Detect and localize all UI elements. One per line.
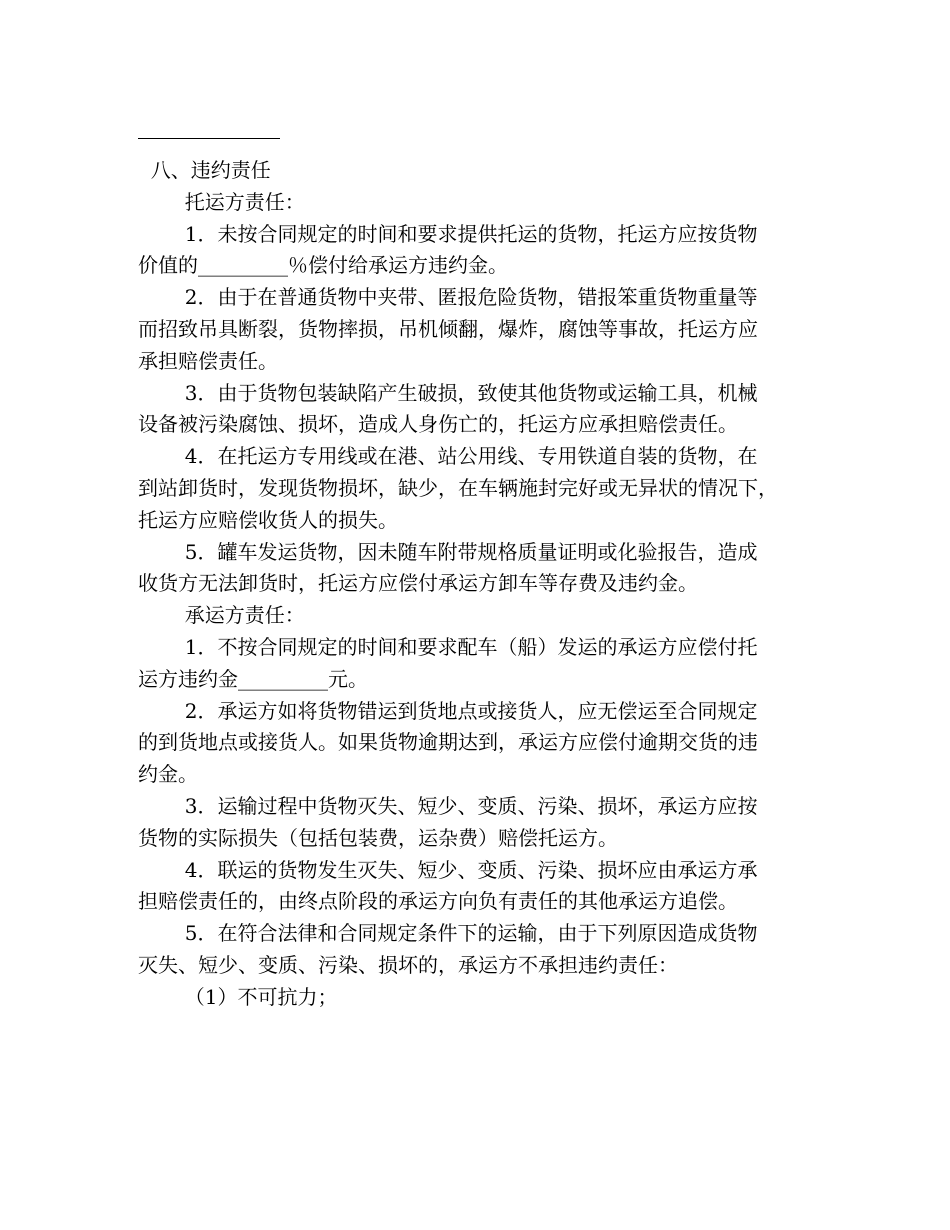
text-line: 设备被污染腐蚀、损坏，造成人身伤亡的，托运方应承担赔偿责任。 <box>138 412 738 437</box>
text-line: 托运方应赔偿收货人的损失。 <box>138 507 398 532</box>
text-line: 托运方责任： <box>184 189 305 214</box>
text-line: 2．承运方如将货物错运到货地点或接货人，应无偿运至合同规定 <box>184 698 758 723</box>
text-line: 3．由于货物包装缺陷产生破损，致使其他货物或运输工具，机械 <box>184 380 758 405</box>
text-line: 承担赔偿责任。 <box>138 348 278 373</box>
document-body <box>138 155 818 1014</box>
text-line: 价值的_________％偿付给承运方违约金。 <box>138 253 508 278</box>
text-line: 的到货地点或接货人。如果货物逾期达到，承运方应偿付逾期交货的违 <box>138 730 758 755</box>
text-line: （1）不可抗力； <box>184 984 338 1009</box>
text-line: 担赔偿责任的，由终点阶段的承运方向负有责任的其他承运方追偿。 <box>138 889 738 914</box>
text-line: 货物的实际损失（包括包装费，运杂费）赔偿托运方。 <box>138 825 618 850</box>
text-line: 运方违约金_________元。 <box>138 666 368 691</box>
text-line: 3．运输过程中货物灭失、短少、变质、污染、损坏，承运方应按 <box>184 793 758 818</box>
text-line: 收货方无法卸货时，托运方应偿付承运方卸车等存费及违约金。 <box>138 571 698 596</box>
text-line: 4．在托运方专用线或在港、站公用线、专用铁道自装的货物，在 <box>184 444 758 469</box>
header-rule <box>138 138 280 139</box>
text-line: 八、违约责任 <box>138 158 271 182</box>
text-line: 承运方责任： <box>184 603 305 628</box>
text-line: 2．由于在普通货物中夹带、匿报危险货物，错报笨重货物重量等 <box>184 285 758 310</box>
text-line: 1．未按合同规定的时间和要求提供托运的货物，托运方应按货物 <box>184 221 758 246</box>
text-line: 约金。 <box>138 762 198 787</box>
text-line: 而招致吊具断裂，货物摔损，吊机倾翻，爆炸，腐蚀等事故，托运方应 <box>138 316 758 341</box>
text-line: 5．在符合法律和合同规定条件下的运输，由于下列原因造成货物 <box>184 921 758 946</box>
text-line: 到站卸货时，发现货物损坏，缺少，在车辆施封完好或无异状的情况下， <box>138 475 778 500</box>
document-page <box>138 138 818 1014</box>
text-line: 1．不按合同规定的时间和要求配车（船）发运的承运方应偿付托 <box>184 634 758 659</box>
text-line: 灭失、短少、变质、污染、损坏的，承运方不承担违约责任： <box>138 952 678 977</box>
text-line: 4．联运的货物发生灭失、短少、变质、污染、损坏应由承运方承 <box>184 857 758 882</box>
text-line: 5．罐车发运货物，因未随车附带规格质量证明或化验报告，造成 <box>184 539 758 564</box>
